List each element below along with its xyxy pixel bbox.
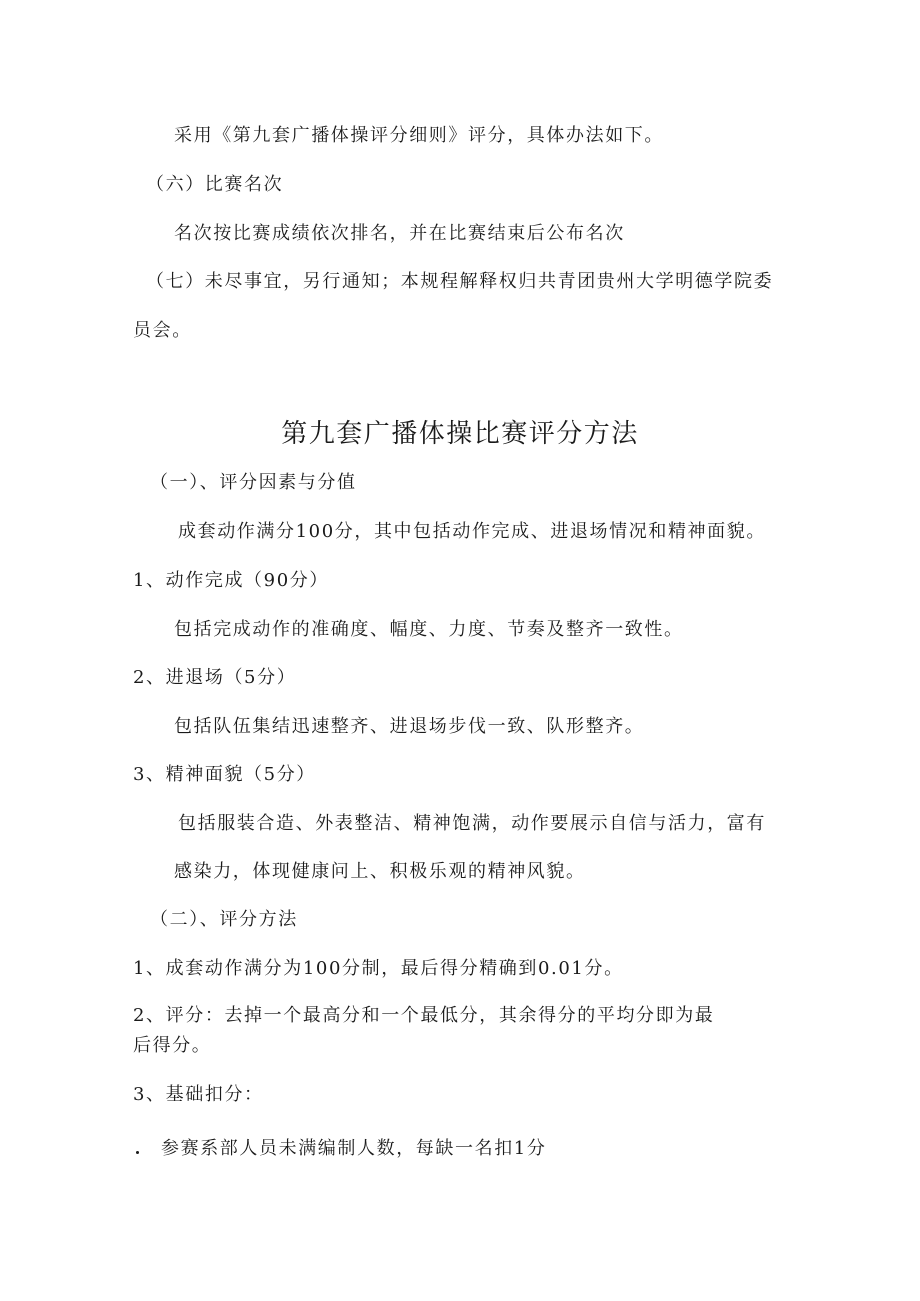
item-heading-execution: 1、动作完成（90分） [133, 570, 329, 591]
bullet-icon [136, 1151, 139, 1154]
item-heading-entry-exit: 2、进退场（5分） [133, 667, 297, 688]
page-title: 第九套广播体操比赛评分方法 [281, 419, 639, 449]
list-item-method-1: 1、成套动作满分为100分制，最后得分精确到0.01分。 [133, 958, 624, 979]
section-heading-ranking: （六）比赛名次 [146, 174, 284, 195]
paragraph-scoring-method: 采用《第九套广播体操评分细则》评分，具体办法如下。 [174, 125, 664, 146]
paragraph-spirit-line2: 感染力，体现健康问上、积极乐观的精神风貌。 [174, 861, 586, 882]
list-item-method-3: 3、基础扣分： [133, 1084, 264, 1105]
bullet-item-deduction: 参赛系部人员未满编制人数，每缺一名扣1分 [161, 1138, 547, 1159]
paragraph-execution: 包括完成动作的准确度、幅度、力度、节奏及整齐一致性。 [174, 619, 684, 640]
paragraph-spirit-line1: 包括服装合造、外表整洁、精神饱满，动作要展示自信与活力，富有 [178, 813, 766, 834]
list-item-method-2-line2: 后得分。 [133, 1035, 212, 1056]
paragraph-misc-line1: （七）未尽事宜，另行通知；本规程解释权归共青团贵州大学明德学院委 [146, 271, 774, 292]
list-item-method-2-line1: 2、评分：去掉一个最高分和一个最低分，其余得分的平均分即为最 [133, 1005, 715, 1026]
paragraph-misc-line2: 员会。 [133, 320, 192, 341]
paragraph-ranking: 名次按比赛成绩依次排名，并在比赛结束后公布名次 [174, 223, 625, 244]
section-heading-method: （二）、评分方法 [150, 909, 298, 930]
item-heading-spirit: 3、精神面貌（5分） [133, 764, 316, 785]
paragraph-full-score: 成套动作满分100分，其中包括动作完成、进退场情况和精神面貌。 [178, 521, 766, 542]
section-heading-factors: （一）、评分因素与分值 [150, 472, 357, 493]
paragraph-entry-exit: 包括队伍集结迅速整齐、进退场步伐一致、队形整齐。 [174, 716, 645, 737]
